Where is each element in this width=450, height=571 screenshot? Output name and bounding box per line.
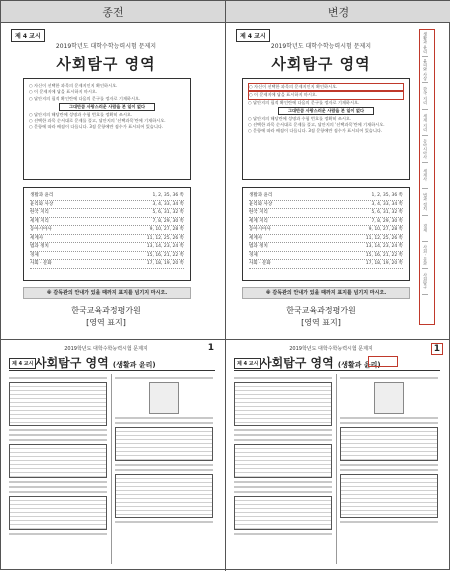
period-label: 제 4 교시 <box>236 29 270 42</box>
boxed-phrase: 그대만큼 사랑스러운 사람을 본 일이 없다 <box>59 103 155 111</box>
side-tab-item: 한국 지리 <box>422 83 428 110</box>
exam-page-after <box>226 340 450 571</box>
subject-row: 세계사 11, 12, 25, 26 쪽 <box>30 235 184 244</box>
subject-row: 윤리와 사상 3, 4, 33, 34 쪽 <box>30 201 184 210</box>
header-after: 변경 <box>226 1 450 23</box>
question-column <box>340 374 438 564</box>
notice-item: ○ 자신이 선택한 과목의 문제지인지 확인하시오. <box>29 83 185 89</box>
side-tab-item: 생활과 윤리 <box>422 30 428 57</box>
notice-item: ○ 답안지의 해당란에 성명과 수험 번호를 정확히 쓰시오. <box>248 116 404 122</box>
notice-box <box>23 78 191 180</box>
exam-page-before <box>1 340 226 571</box>
caption: [영역 표지] <box>86 318 126 327</box>
exam-title: 2019학년도 대학수학능력시험 문제지 <box>55 43 157 50</box>
notice-item: ○ 문항에 따라 배점이 다릅니다. 3점 문항에만 점수가 표시되어 있습니다. <box>248 128 404 134</box>
organization: 한국교육과정평가원 <box>286 306 356 315</box>
notice-item: ○ 이 문제지에 답을 표시하지 마시오. <box>248 91 404 99</box>
side-tab-item: 사회 · 문화 <box>422 242 428 269</box>
period-label: 제 4 교시 <box>234 358 261 369</box>
side-tab-item: 세계 지리 <box>422 110 428 137</box>
caption: [영역 표지] <box>301 318 341 327</box>
cover-main-title: 사회탐구 영역 <box>271 55 371 73</box>
cover-before <box>1 23 226 339</box>
exam-title: 2019학년도 대학수학능력시험 문제지 <box>270 43 372 50</box>
notice-item: ○ 문항에 따라 배점이 다릅니다. 3점 문항에만 점수가 표시되어 있습니다. <box>29 124 185 130</box>
subject-row: 세계 지리 7, 8, 29, 30 쪽 <box>249 218 403 227</box>
page-exam-title: 2019학년도 대학수학능력시험 문제지 <box>64 346 148 352</box>
warning-banner: ※ 감독관의 안내가 있을 때까지 표지를 넘기지 마시오. <box>23 287 191 299</box>
notice-item: ○ 답안지의 필적 확인란에 다음의 문구를 정자로 기재하시오. <box>248 100 404 106</box>
subject-row: 생활과 윤리 1, 2, 35, 36 쪽 <box>30 192 184 201</box>
side-tab-item: 세계사 <box>422 163 428 190</box>
side-tab-item: 경제 <box>422 216 428 243</box>
notice-item: ○ 자신이 선택한 과목의 문제지인지 확인하시오. <box>248 83 404 91</box>
title-rule <box>9 370 215 371</box>
notice-item: ○ 선택한 과목 순서대로 문제를 풀고, 답안지의 '선택과목'란에 기재하시오. <box>248 122 404 128</box>
subject-row: 윤리와 사상 3, 4, 33, 34 쪽 <box>249 201 403 210</box>
period-label: 제 4 교시 <box>9 358 36 369</box>
subject-row: 동아시아사 9, 10, 27, 28 쪽 <box>249 226 403 235</box>
portrait-figure <box>374 382 404 414</box>
notice-item: ○ 답안지의 필적 확인란에 다음의 문구를 정자로 기재하시오. <box>29 96 185 102</box>
cover-main-title: 사회탐구 영역 <box>56 55 156 73</box>
side-tab-item: 사회탐구 <box>422 269 428 296</box>
subject-row: 사회 · 문화 17, 18, 19, 20 쪽 <box>249 260 403 269</box>
cover-after <box>226 23 450 339</box>
side-tab-item: 동아시아사 <box>422 136 428 163</box>
subject-row: 한국 지리 5, 6, 31, 32 쪽 <box>249 209 403 218</box>
question-column <box>9 374 107 564</box>
page-number: 1 <box>207 343 214 353</box>
subject-row: 생활과 윤리 1, 2, 35, 36 쪽 <box>249 192 403 201</box>
subject-side-tab <box>419 29 435 325</box>
subject-list <box>242 187 410 281</box>
page-exam-title: 2019학년도 대학수학능력시험 문제지 <box>289 346 373 352</box>
page-title: 사회탐구 영역 (생활과 윤리) <box>35 356 156 370</box>
warning-banner: ※ 감독관의 안내가 있을 때까지 표지를 넘기지 마시오. <box>242 287 410 299</box>
highlight-box <box>368 356 398 367</box>
subject-row: 법과 정치 13, 14, 23, 24 쪽 <box>249 243 403 252</box>
question-column <box>115 374 213 564</box>
subject-row: 사회 · 문화 17, 18, 19, 20 쪽 <box>30 260 184 269</box>
subject-row: 경제 15, 16, 21, 22 쪽 <box>249 252 403 261</box>
side-tab-item: 윤리와 사상 <box>422 57 428 84</box>
notice-box <box>242 78 410 180</box>
column-rule <box>336 374 337 564</box>
subject-list <box>23 187 191 281</box>
subject-row: 동아시아사 9, 10, 27, 28 쪽 <box>30 226 184 235</box>
subject-row: 세계사 11, 12, 25, 26 쪽 <box>249 235 403 244</box>
notice-item: ○ 답안지의 해당란에 성명과 수험 번호를 정확히 쓰시오. <box>29 112 185 118</box>
organization: 한국교육과정평가원 <box>71 306 141 315</box>
notice-item: ○ 이 문제지에 답을 표시하지 마시오. <box>29 89 185 95</box>
notice-item: ○ 선택한 과목 순서대로 문제를 풀고, 답안지의 '선택과목'란에 기재하시오. <box>29 118 185 124</box>
column-rule <box>111 374 112 564</box>
subject-row: 세계 지리 7, 8, 29, 30 쪽 <box>30 218 184 227</box>
subject-row: 경제 15, 16, 21, 22 쪽 <box>30 252 184 261</box>
period-label: 제 4 교시 <box>11 29 45 42</box>
boxed-phrase: 그대만큼 사랑스러운 사람을 본 일이 없다 <box>278 107 374 115</box>
page-number: 1 <box>431 343 443 355</box>
question-column <box>234 374 332 564</box>
subject-row: 한국 지리 5, 6, 31, 32 쪽 <box>30 209 184 218</box>
portrait-figure <box>149 382 179 414</box>
header-before: 종전 <box>1 1 226 23</box>
page-title: 사회탐구 영역 (생활과 윤리) <box>260 356 381 370</box>
subject-row: 법과 정치 13, 14, 23, 24 쪽 <box>30 243 184 252</box>
title-rule <box>234 370 440 371</box>
side-tab-item: 법과 정치 <box>422 189 428 216</box>
